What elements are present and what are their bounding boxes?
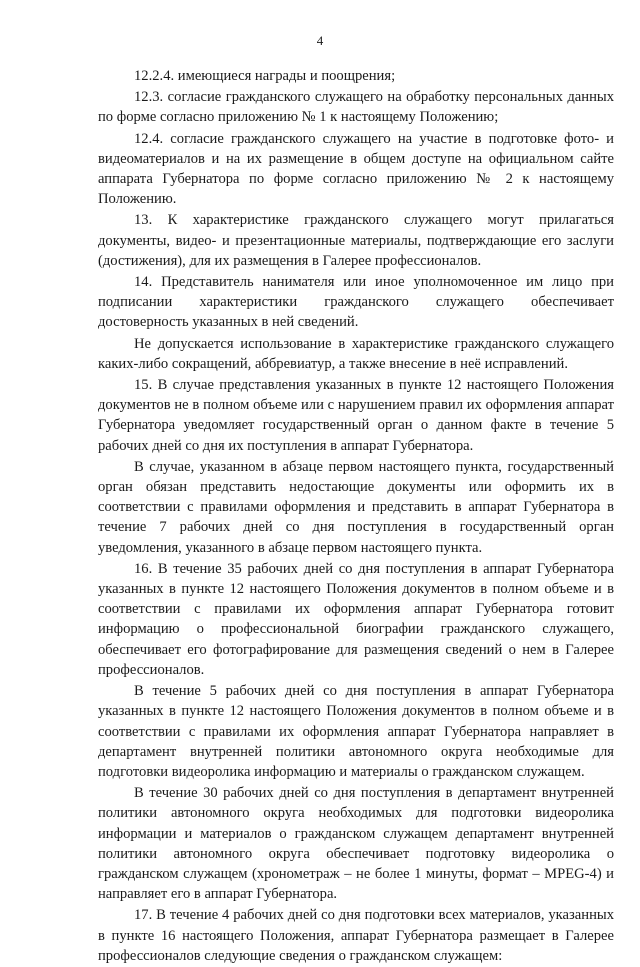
paragraph-16-abzac-3: В течение 30 рабочих дней со дня поступления в департамент внутренней политики автономного округа необходимых для подготовки видеоролика информации и материалов о гражданском служащем департамент внутренней политики автономного округа обеспечивает подготовку видеоролика о гражданском служащем (хронометраж – не более 1 минуты, формат – MPEG-4) и направляет его в аппарат Губернатора.	[98, 785, 614, 903]
document-body	[98, 66, 614, 967]
paragraph-15: 15. В случае представления указанных в пункте 12 настоящего Положения документов не в полном объеме или с нарушением правил их оформления аппарат Губернатора уведомляет государственный орган о данном факте в течение 5 рабочих дней со дня их поступления в аппарат Губернатора.	[98, 377, 614, 454]
paragraph-12-4: 12.4. согласие гражданского служащего на участие в подготовке фото- и видеоматериалов и на их размещение в общем доступе на официальном сайте аппарата Губернатора по форме согласно приложению № 2 к настоящему Положению.	[98, 130, 614, 208]
paragraph-13: 13. К характеристике гражданского служащего могут прилагаться документы, видео- и презентационные материалы, подтверждающие его заслуги (достижения), для их размещения в Галерее профессионалов.	[98, 212, 614, 269]
paragraph-12-3: 12.3. согласие гражданского служащего на обработку персональных данных по форме согласно приложению № 1 к настоящему Положению;	[98, 89, 614, 126]
paragraph-14: 14. Представитель нанимателя или иное уполномоченное им лицо при подписании характеристики гражданского служащего обеспечивает достоверность указанных в ней сведений.	[98, 274, 614, 331]
paragraph-15-abzac-2: В случае, указанном в абзаце первом настоящего пункта, государственный орган обязан представить недостающие документы или оформить их в соответствии с правилами оформления и представить в аппарат Губернатора в течение 7 рабочих дней со дня поступления в государственный орган уведомления, указанного в абзаце первом настоящего пункта.	[98, 458, 614, 556]
page-number: 4	[316, 33, 324, 48]
paragraph-16: 16. В течение 35 рабочих дней со дня поступления в аппарат Губернатора указанных в пункте 12 настоящего Положения документов в полном объеме и в соответствии с правилами их оформления аппарат Губернатора готовит информацию о профессиональной биографии гражданского служащего, обеспечивает его фотографирование для размещения сведений о нем в Галерее профессионалов.	[98, 560, 614, 678]
paragraph-12-2-4: 12.2.4. имеющиеся награды и поощрения;	[134, 68, 396, 84]
paragraph-14-abzac-2: Не допускается использование в характеристике гражданского служащего каких-либо сокращений, аббревиатур, а также внесение в неё исправлений.	[98, 335, 614, 372]
paragraph-16-abzac-2: В течение 5 рабочих дней со дня поступления в аппарат Губернатора указанных в пункте 12 настоящего Положения документов в полном объеме и в соответствии с правилами их оформления аппарат Губернатора направляет в департамент внутренней политики автономного округа необходимые для подготовки видеоролика информацию и материалы о гражданском служащем.	[98, 683, 614, 780]
paragraph-17: 17. В течение 4 рабочих дней со дня подготовки всех материалов, указанных в пункте 16 настоящего Положения, аппарат Губернатора размещает в Галерее профессионалов следующие сведения о гражданском служащем:	[98, 907, 614, 964]
